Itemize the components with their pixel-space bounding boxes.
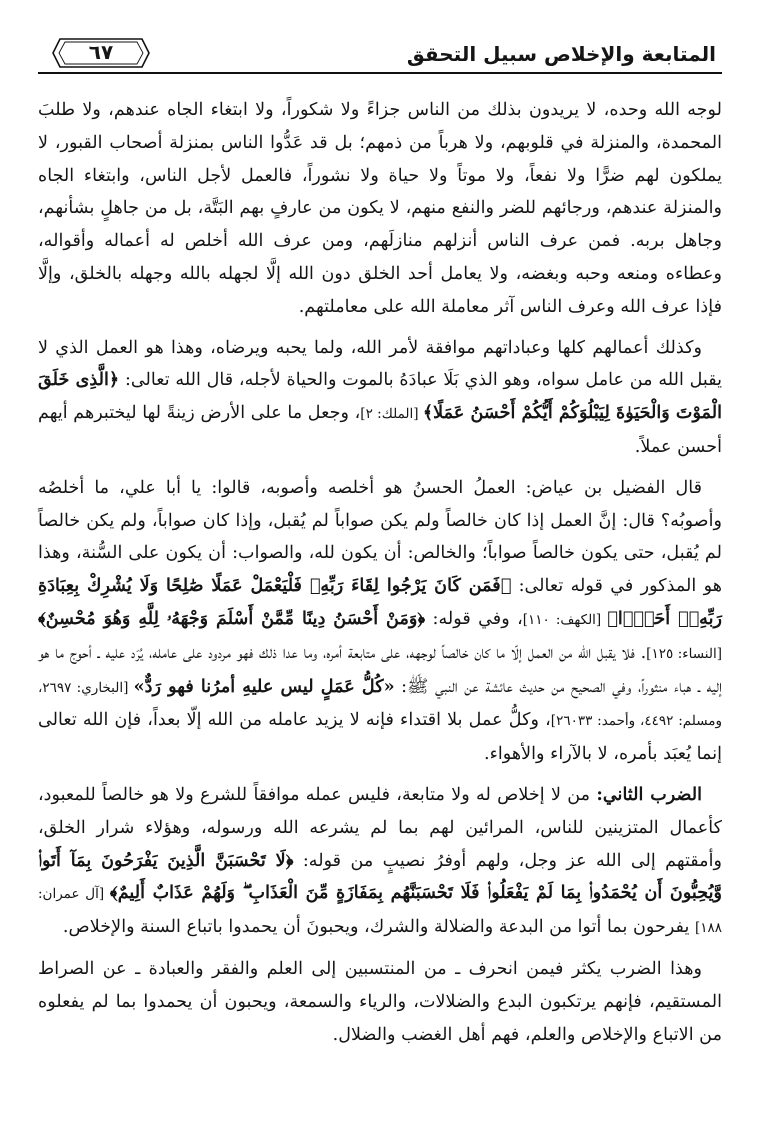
paragraph <box>38 332 722 464</box>
running-title: المتابعة والإخلاص سبيل التحقق <box>406 42 716 66</box>
body-text: . فلا يقبل الله من العمل إلّا ما كان خالصاً لوجهه، على متابعة أمره، وما عدا ذلك فهو مردود على عامله، يُرَد عليه ـ أحوج ما هو إليه ـ هباء منثوراً، وفي الصحيح من حديث عائشة عن النبي ﷺ: <box>38 642 722 697</box>
paragraph <box>38 94 722 324</box>
header-rule <box>38 72 722 74</box>
page-number: ٦٧ <box>88 40 114 64</box>
paragraph <box>38 472 722 771</box>
quote-text: ﴿لَا تَحْسَبَنَّ الَّذِينَ يَفْرَحُونَ بِمَآ أَتَوا۟ وَّيُحِبُّونَ أَن يُحْمَدُوا۟ بِمَا لَمْ يَفْعَلُوا۟ فَلَا تَحْسَبَنَّهُم بِمَفَازَةٍ مِّنَ الْعَذَابِ ۖ وَلَهُمْ عَذَابٌ أَلِيمٌ﴾ <box>38 849 722 904</box>
quote-text: «كُلُّ عَمَلٍ ليس عليهِ أمرُنا فهو رَدٌّ» <box>133 675 395 697</box>
quote-text: ﴿وَمَنْ أَحْسَنُ دِينًا مِّمَّنْ أَسْلَمَ وَجْهَهُۥ لِلَّهِ وَهُوَ مُحْسِنٌ﴾ <box>38 607 426 629</box>
citation: [البخاري: ٢٦٩٧، ومسلم: ٤٤٩٢، وأحمد: ٢٦٠٣٣] <box>38 679 722 730</box>
citation: [الملك: ٢] <box>360 406 423 423</box>
page-header <box>38 32 722 76</box>
citation: [آل عمران: ١٨٨] <box>38 886 722 937</box>
body-text: ، وفي قوله: <box>425 608 523 629</box>
body-text: وكذلك أعمالهم كلها وعباداتهم موافقة لأمر الله، ولما يحبه ويرضاه، وهذا هو العمل الذي لا يقبل الله من عامل سواه، وهو الذي بَلَا عبادَهُ بالموت والحياة لأجله، قال الله تعالى: <box>38 337 722 391</box>
paragraph <box>38 953 722 1051</box>
body-text: من لا إخلاص له ولا متابعة، فليس عمله موافقاً للشرع ولا هو خالصاً للمعبود، كأعمال المتزينين للناس، المرائين لهم بما لم يشرعه الله ورسوله، وهؤلاء شرار الخلق، وأمقتهم إلى الله عز وجل، ولهم أوفرُ نصيبٍ من قوله: <box>38 784 722 871</box>
body-text: يفرحون بما أتوا من البدعة والضلالة والشرك، ويحبونَ أن يحمدوا باتباع السنة والإخلاص. <box>62 917 695 938</box>
paragraph <box>38 779 722 945</box>
page-body <box>38 94 722 1059</box>
body-text: ، وكلُّ عمل بلا اقتداء فإنه لا يزيد عامله من الله إلّا بعداً، فإن الله تعالى إنما يُعبَد بأمره، لا بالآراء والأهواء. <box>38 710 722 765</box>
quote-text: ﴿فَمَن كَانَ يَرْجُوا لِقَاءَ رَبِّهِۦ فَلْيَعْمَلْ عَمَلًا صَٰلِحًا وَلَا يُشْرِكْ بِعِبَادَةِ رَبِّهِۦٓ أَحَدًۢا﴾ <box>38 575 722 629</box>
quote-text: ﴿الَّذِى خَلَقَ الْمَوْتَ وَالْحَيَوٰةَ لِيَبْلُوَكُمْ أَيُّكُمْ أَحْسَنُ عَمَلًا﴾ <box>38 369 722 424</box>
section-heading: الضرب الثاني: <box>596 783 702 805</box>
body-text: لوجه الله وحده، لا يريدون بذلك من الناس جزاءً ولا شكوراً، ولا ابتغاء الجاه عندهم، ولا طلبَ المحمدة، والمنزلة في قلوبهم، ولا هرباً من ذمهم؛ بل قد عَدُّوا الناس بمنزلة أصحاب القبور، لا يملكون لهم ضرًّا ولا نفعاً، ولا موتاً ولا حياة ولا نشوراً، فالعمل لأجل الناس، وابتغاء الجاه والمنزلة عندهم، ورجائهم للضر والنفع منهم، لا يكون من عارفٍ بهم البَتَّة، بل من جاهلٍ بشأنهم، وجاهل بربه. فمن عرف الناس أنزلهم منازلَهم، ومن عرف الله أخلص له أعماله وأقواله، وعطاءه ومنعه وحبه وبغضه، ولا يعامل أحد الخلق دون الله إلَّا لجهله بالله وجهله بالخلق، وإلَّا فإذا عرف الله وعرف الناس آثر معاملة الله على معاملتهم. <box>38 100 722 317</box>
citation: [النساء: ١٢٥] <box>646 645 722 662</box>
body-text: قال الفضيل بن عياض: العملُ الحسنُ هو أخلصه وأصوبه، قالوا: يا أبا علي، ما أخلصُه وأصوبُه؟ قال: إنَّ العمل إذا كان خالصاً ولم يكن صواباً لم يُقبل، وإذا كان صواباً، ولم يكن خالصاً لم يُقبل، حتى يكون خالصاً صواباً؛ والخالص: أن يكون لله، والصواب: أن يكون على السُّنة، وهذا هو المذكور في قوله تعالى: <box>38 477 722 597</box>
body-text: وهذا الضرب يكثر فيمن انحرف ـ من المنتسبين إلى العلم والفقر والعبادة ـ عن الصراط المستقيم، فإنهم يرتكبون البدع والضلالات، والرياء والسمعة، ويحبون أن يحمدوا بما لم يفعلوه من الاتباع والإخلاص والعلم، فهم أهل الغضب والضلال. <box>38 958 722 1045</box>
body-text: ، وجعل ما على الأرض زينةً لها ليختبرهم أيهم أحسن عملاً. <box>38 403 722 457</box>
book-page <box>38 32 722 1112</box>
citation: [الكهف: ١١٠] <box>522 611 608 628</box>
page-number-badge <box>52 38 150 68</box>
